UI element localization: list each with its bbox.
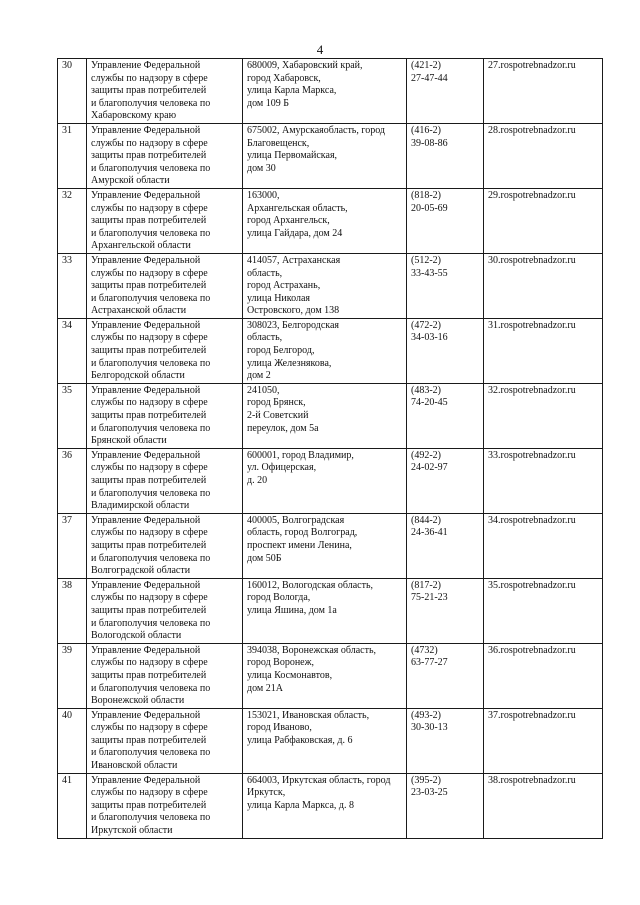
organization-name-cell <box>87 318 243 383</box>
table-body <box>58 59 603 839</box>
row-number-cell <box>58 123 87 188</box>
website-cell <box>484 188 603 253</box>
organization-name-line: Брянской области <box>91 435 167 447</box>
address-line: улица Первомайская, <box>247 150 338 162</box>
address-line: улица Яшина, дом 1а <box>247 604 337 616</box>
address-cell <box>243 383 407 448</box>
phone-cell <box>407 773 484 838</box>
organization-name-line: Управление Федеральной <box>91 124 201 136</box>
page-number: 4 <box>316 42 324 57</box>
website-link[interactable]: 35.rospotrebnadzor.ru <box>488 579 576 591</box>
organization-name-line: защиты прав потребителей <box>91 475 207 486</box>
website-link[interactable]: 30.rospotrebnadzor.ru <box>488 254 576 266</box>
organization-name-line: Иркутской области <box>91 825 173 837</box>
address-cell <box>243 708 407 773</box>
address-cell <box>243 188 407 253</box>
organization-name-line: Управление Федеральной <box>91 60 201 71</box>
address-line: 400005, Волгоградская <box>247 514 345 526</box>
organization-name-line: и благополучия человека по <box>91 487 211 499</box>
organization-name-line: Управление Федеральной <box>91 709 201 721</box>
website-cell <box>484 578 603 643</box>
row-number: 38 <box>62 579 72 591</box>
row-number-cell <box>58 578 87 643</box>
organization-name-cell <box>87 643 243 708</box>
address-line: 308023, Белгородская <box>247 319 340 331</box>
table-row <box>58 578 603 643</box>
website-cell <box>484 59 603 124</box>
address-line: 414057, Астраханская <box>247 254 341 266</box>
organization-name-line: Амурской области <box>91 175 170 187</box>
website-cell <box>484 253 603 318</box>
phone-line: (512-2) <box>411 254 441 266</box>
row-number-cell <box>58 448 87 513</box>
organization-name-line: и благополучия человека по <box>91 552 211 564</box>
website-link[interactable]: 36.rospotrebnadzor.ru <box>488 644 576 656</box>
organization-name-line: Астраханской области <box>91 305 187 317</box>
organization-name-line: Хабаровскому краю <box>91 110 177 122</box>
phone-line: (472-2) <box>411 319 441 331</box>
organization-name-line: службы по надзору в сфере <box>91 657 208 669</box>
phone-line: 39-08-86 <box>411 137 448 149</box>
row-number: 37 <box>62 514 72 526</box>
row-number: 39 <box>62 644 72 656</box>
address-line: дом 2 <box>247 370 271 382</box>
phone-cell <box>407 123 484 188</box>
table-row <box>58 773 603 838</box>
website-link[interactable]: 29.rospotrebnadzor.ru <box>488 189 576 201</box>
organization-name-cell <box>87 123 243 188</box>
organization-name-line: Управление Федеральной <box>91 514 201 526</box>
address-line: город Воронеж, <box>247 657 315 669</box>
phone-line: (818-2) <box>411 189 441 201</box>
table-row <box>58 123 603 188</box>
table-row <box>58 318 603 383</box>
table-row <box>58 708 603 773</box>
address-line: 153021, Ивановская область, <box>247 709 370 721</box>
organization-name-line: Управление Федеральной <box>91 774 201 786</box>
organization-name-cell <box>87 188 243 253</box>
row-number-cell <box>58 318 87 383</box>
website-cell <box>484 773 603 838</box>
row-number: 33 <box>62 254 72 266</box>
website-cell <box>484 643 603 708</box>
table-row <box>58 448 603 513</box>
address-line: 664003, Иркутская область, город <box>247 774 391 786</box>
organization-name-line: Владимирской области <box>91 500 190 512</box>
address-cell <box>243 643 407 708</box>
address-line: область, <box>247 267 283 279</box>
organization-name-line: защиты прав потребителей <box>91 215 207 227</box>
organization-name-line: и благополучия человека по <box>91 292 211 304</box>
phone-line: 74-20-45 <box>411 397 448 409</box>
address-line: улица Карла Маркса, <box>247 85 337 97</box>
organization-name-line: и благополучия человека по <box>91 682 211 694</box>
website-link[interactable]: 34.rospotrebnadzor.ru <box>488 514 576 526</box>
address-line: улица Карла Маркса, д. 8 <box>247 799 354 811</box>
address-line: переулок, дом 5а <box>247 422 319 434</box>
phone-cell <box>407 383 484 448</box>
organization-name-line: службы по надзору в сфере <box>91 397 208 409</box>
phone-cell <box>407 578 484 643</box>
phone-line: (844-2) <box>411 514 441 526</box>
organization-name-cell <box>87 773 243 838</box>
address-cell <box>243 448 407 513</box>
organization-name-line: службы по надзору в сфере <box>91 332 208 344</box>
address-cell <box>243 253 407 318</box>
phone-line: 63-77-27 <box>411 657 448 669</box>
organization-name-line: и благополучия человека по <box>91 812 211 824</box>
organization-name-cell <box>87 448 243 513</box>
row-number-cell <box>58 513 87 578</box>
row-number: 34 <box>62 319 72 331</box>
organization-name-line: защиты прав потребителей <box>91 539 207 551</box>
website-cell <box>484 448 603 513</box>
organization-name-line: Управление Федеральной <box>91 254 201 266</box>
table-row <box>58 513 603 578</box>
organization-name-cell <box>87 513 243 578</box>
organization-name-line: и благополучия человека по <box>91 747 211 759</box>
organization-name-cell <box>87 59 243 124</box>
organization-name-line: и благополучия человека по <box>91 162 211 174</box>
organization-name-cell <box>87 708 243 773</box>
address-line: город Белгород, <box>247 345 315 357</box>
organization-name-line: службы по надзору в сфере <box>91 137 208 149</box>
website-link[interactable]: 38.rospotrebnadzor.ru <box>488 774 576 786</box>
address-line: 675002, Амурскаяобласть, город <box>247 124 386 136</box>
address-line: улица Николая <box>247 292 311 304</box>
row-number-cell <box>58 59 87 124</box>
organization-name-line: защиты прав потребителей <box>91 734 207 746</box>
address-line: город Астрахань, <box>247 280 321 292</box>
address-line: улица Рабфаковская, д. 6 <box>247 734 353 746</box>
address-cell <box>243 123 407 188</box>
organization-name-line: службы по надзору в сфере <box>91 787 208 799</box>
organization-name-line: Волгоградской области <box>91 565 191 577</box>
address-line: 600001, город Владимир, <box>247 449 354 461</box>
organization-name-line: службы по надзору в сфере <box>91 527 208 539</box>
website-link[interactable]: 27.rospotrebnadzor.ru <box>488 60 576 71</box>
address-line: дом 30 <box>247 162 276 174</box>
row-number-cell <box>58 773 87 838</box>
organization-name-line: Вологодской области <box>91 630 182 642</box>
organization-name-line: Белгородской области <box>91 370 185 382</box>
address-line: Иркутск, <box>247 787 286 799</box>
address-line: 394038, Воронежская область, <box>247 644 377 656</box>
address-line: 2-й Советский <box>247 410 309 422</box>
organization-name-line: Ивановской области <box>91 760 178 772</box>
address-line: дом 50Б <box>247 552 282 564</box>
table-row <box>58 253 603 318</box>
organizations-table <box>57 58 603 839</box>
address-line: город Брянск, <box>247 397 306 409</box>
address-cell <box>243 513 407 578</box>
organization-name-cell <box>87 383 243 448</box>
table-row <box>58 188 603 253</box>
organization-name-line: службы по надзору в сфере <box>91 267 208 279</box>
website-cell <box>484 123 603 188</box>
address-line: дом 109 Б <box>247 97 289 109</box>
row-number-cell <box>58 708 87 773</box>
row-number-cell <box>58 383 87 448</box>
organization-name-line: защиты прав потребителей <box>91 669 207 681</box>
website-cell <box>484 513 603 578</box>
phone-cell <box>407 59 484 124</box>
address-cell <box>243 59 407 124</box>
row-number: 30 <box>62 60 72 71</box>
organization-name-line: службы по надзору в сфере <box>91 72 208 84</box>
address-line: Островского, дом 138 <box>247 305 340 317</box>
address-line: проспект имени Ленина, <box>247 539 352 551</box>
row-number: 41 <box>62 774 72 786</box>
organization-name-line: и благополучия человека по <box>91 227 211 239</box>
website-link[interactable]: 28.rospotrebnadzor.ru <box>488 124 576 136</box>
address-line: 160012, Вологодская область, <box>247 579 374 591</box>
organization-name-line: и благополучия человека по <box>91 97 211 109</box>
row-number-cell <box>58 643 87 708</box>
website-cell <box>484 318 603 383</box>
phone-cell <box>407 188 484 253</box>
website-link[interactable]: 31.rospotrebnadzor.ru <box>488 319 576 331</box>
table-row <box>58 59 603 124</box>
phone-line: 30-30-13 <box>411 722 448 734</box>
organization-name-line: защиты прав потребителей <box>91 345 207 357</box>
phone-cell <box>407 253 484 318</box>
phone-line: (483-2) <box>411 384 441 396</box>
address-line: город Архангельск, <box>247 215 330 227</box>
phone-line: (416-2) <box>411 124 441 136</box>
phone-cell <box>407 708 484 773</box>
address-line: 241050, <box>247 384 280 396</box>
organization-name-cell <box>87 253 243 318</box>
phone-cell <box>407 513 484 578</box>
phone-line: (493-2) <box>411 709 441 721</box>
phone-line: (4732) <box>411 644 438 656</box>
organization-name-cell <box>87 578 243 643</box>
organization-name-line: Управление Федеральной <box>91 579 201 591</box>
phone-cell <box>407 448 484 513</box>
row-number: 40 <box>62 709 72 721</box>
organization-name-line: Управление Федеральной <box>91 189 201 201</box>
organization-name-line: службы по надзору в сфере <box>91 722 208 734</box>
website-cell <box>484 708 603 773</box>
address-line: город Иваново, <box>247 722 312 734</box>
address-line: ул. Офицерская, <box>247 462 317 474</box>
row-number: 35 <box>62 384 72 396</box>
address-line: д. 20 <box>247 475 268 486</box>
phone-line: 20-05-69 <box>411 202 448 214</box>
phone-line: (421-2) <box>411 60 441 71</box>
address-line: улица Гайдара, дом 24 <box>247 227 343 239</box>
address-line: город Хабаровск, <box>247 72 321 84</box>
organization-name-line: и благополучия человека по <box>91 617 211 629</box>
website-link[interactable]: 33.rospotrebnadzor.ru <box>488 449 576 461</box>
phone-line: 24-02-97 <box>411 462 448 474</box>
phone-line: 33-43-55 <box>411 267 448 279</box>
address-cell <box>243 578 407 643</box>
row-number-cell <box>58 188 87 253</box>
address-cell <box>243 773 407 838</box>
address-line: улица Железнякова, <box>247 357 332 369</box>
phone-cell <box>407 643 484 708</box>
phone-line: 27-47-44 <box>411 72 448 84</box>
row-number-cell <box>58 253 87 318</box>
website-link[interactable]: 32.rospotrebnadzor.ru <box>488 384 576 396</box>
organization-name-line: защиты прав потребителей <box>91 410 207 422</box>
phone-line: 75-21-23 <box>411 592 448 604</box>
organization-name-line: Управление Федеральной <box>91 319 201 331</box>
phone-line: (395-2) <box>411 774 441 786</box>
organization-name-line: защиты прав потребителей <box>91 150 207 162</box>
address-line: улица Космонавтов, <box>247 669 333 681</box>
organization-name-line: службы по надзору в сфере <box>91 462 208 474</box>
address-line: дом 21А <box>247 682 283 694</box>
organization-name-line: защиты прав потребителей <box>91 604 207 616</box>
organization-name-line: защиты прав потребителей <box>91 85 207 97</box>
table-row <box>58 643 603 708</box>
phone-line: (817-2) <box>411 579 441 591</box>
address-cell <box>243 318 407 383</box>
website-link[interactable]: 37.rospotrebnadzor.ru <box>488 709 576 721</box>
table-row <box>58 383 603 448</box>
organization-name-line: Управление Федеральной <box>91 384 201 396</box>
address-line: Благовещенск, <box>247 137 310 149</box>
organization-name-line: защиты прав потребителей <box>91 280 207 292</box>
organization-name-line: Управление Федеральной <box>91 644 201 656</box>
organization-name-line: защиты прав потребителей <box>91 799 207 811</box>
address-line: 680009, Хабаровский край, <box>247 60 363 71</box>
organization-name-line: службы по надзору в сфере <box>91 592 208 604</box>
organization-name-line: и благополучия человека по <box>91 357 211 369</box>
organization-name-line: Архангельской области <box>91 240 191 252</box>
phone-line: 24-36-41 <box>411 527 448 539</box>
address-line: область, город Волгоград, <box>247 527 358 539</box>
organization-name-line: и благополучия человека по <box>91 422 211 434</box>
row-number: 36 <box>62 449 72 461</box>
phone-line: 23-03-25 <box>411 787 448 799</box>
row-number: 32 <box>62 189 72 201</box>
organization-name-line: службы по надзору в сфере <box>91 202 208 214</box>
website-cell <box>484 383 603 448</box>
row-number: 31 <box>62 124 72 136</box>
address-line: 163000, <box>247 189 280 201</box>
phone-line: 34-03-16 <box>411 332 448 344</box>
address-line: область, <box>247 332 283 344</box>
organization-name-line: Управление Федеральной <box>91 449 201 461</box>
phone-line: (492-2) <box>411 449 441 461</box>
phone-cell <box>407 318 484 383</box>
address-line: город Вологда, <box>247 592 311 604</box>
organization-name-line: Воронежской области <box>91 695 185 707</box>
address-line: Архангельская область, <box>247 202 348 214</box>
